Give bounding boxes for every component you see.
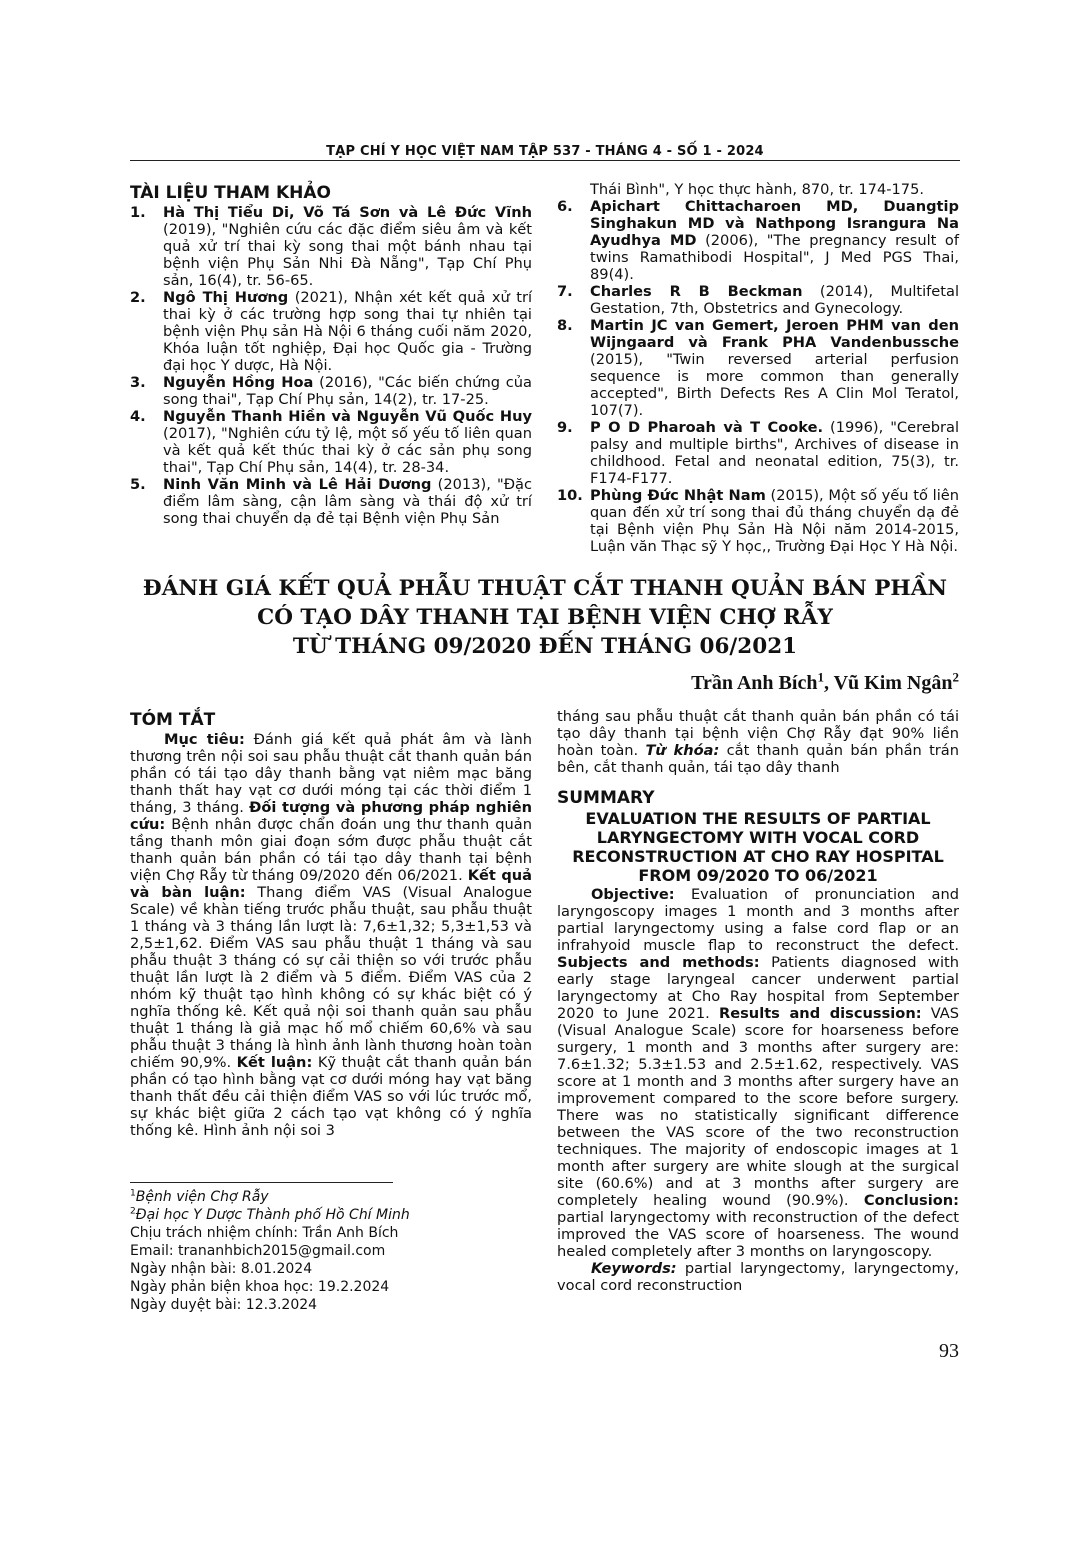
reference-authors: Martin JC van Gemert, Jeroen PHM van den Wijngaard và Frank PHA Vandenbussche bbox=[590, 317, 959, 351]
affiliation-1 bbox=[130, 1188, 410, 1206]
reference-number: 4. bbox=[130, 408, 146, 425]
reference-item bbox=[130, 289, 532, 374]
reference-item bbox=[557, 317, 959, 419]
reference-number: 7. bbox=[557, 283, 573, 300]
reference-authors: Charles R B Beckman bbox=[590, 283, 803, 300]
references-left-column bbox=[130, 185, 532, 527]
article-title bbox=[130, 574, 960, 661]
reference-authors: Phùng Đức Nhật Nam bbox=[590, 487, 766, 504]
keywords-text: partial laryngectomy, laryngectomy, vocal cord reconstruction bbox=[557, 1260, 959, 1294]
reference-number: 9. bbox=[557, 419, 573, 436]
methods-label: Subjects and methods: bbox=[557, 954, 760, 971]
reference-number: 2. bbox=[130, 289, 146, 306]
abstract-vi-continuation bbox=[557, 708, 959, 1294]
results-text: VAS (Visual Analogue Scale) score for hoarseness before surgery, 1 month and 3 months after surgery are: 7.6±1.32; 5.3±1.53 and 2.5±1.62, respectively. VAS score at 1 month and 3 months after surgery have an improvement compared to the score before surgery. There was no statistically significant difference between the VAS score of the two reconstruction techniques. The majority of endoscopic images at 1 month after surgery are white slough at the surgical site (60.6%) and at 3 months after surgery are completely healing wound (90.9%). bbox=[557, 1005, 959, 1209]
reference-number: 10. bbox=[557, 487, 583, 504]
author-affiliation-mark: 1 bbox=[817, 669, 824, 685]
received-date: Ngày nhận bài: 8.01.2024 bbox=[130, 1261, 313, 1277]
reference-text: (2016), "Các biến chứng của song thai", Tạp Chí Phụ sản, 14(2), tr. 17-25. bbox=[163, 374, 532, 408]
results-label: Kết quả và bàn luận: bbox=[130, 867, 532, 901]
reference-item bbox=[130, 204, 532, 289]
abstract-vi bbox=[130, 712, 532, 1139]
reference-authors: Ninh Văn Minh và Lê Hải Dương bbox=[163, 476, 432, 493]
affiliation-text: Đại học Y Dược Thành phố Hồ Chí Minh bbox=[135, 1207, 410, 1223]
affiliation-mark: 2 bbox=[130, 1206, 136, 1217]
article-title-line: CÓ TẠO DÂY THANH TẠI BỆNH VIỆN CHỢ RẪY bbox=[257, 605, 833, 630]
methods-text: Bệnh nhân được chẩn đoán ung thư thanh quản tầng thanh môn giai đoạn sớm được phẫu thuật cắt thanh quản bán phần có tái tạo dây thanh tại bệnh viện Chợ Rẫy từ tháng 09/2020 đến 06/2021. bbox=[130, 816, 532, 884]
reference-item bbox=[557, 283, 959, 317]
affiliation-text: Bệnh viện Chợ Rẫy bbox=[135, 1189, 269, 1205]
corresponding-author: Chịu trách nhiệm chính: Trần Anh Bích bbox=[130, 1225, 399, 1241]
affiliation-2 bbox=[130, 1206, 410, 1224]
abstract-vi-heading: TÓM TẮT bbox=[130, 710, 216, 730]
reference-item bbox=[557, 419, 959, 487]
reference-authors: Hà Thị Tiểu Di, Võ Tá Sơn và Lê Đức Vĩnh bbox=[163, 204, 532, 221]
reference-authors: P O D Pharoah và T Cooke. bbox=[590, 419, 824, 436]
reference-number: 3. bbox=[130, 374, 146, 391]
reference-text: (2015), "Twin reversed arterial perfusion sequence is more common than generally accepted", Birth Defects Res A Clin Mol Teratol, 107(7). bbox=[590, 351, 959, 419]
objective-label: Mục tiêu: bbox=[164, 731, 245, 748]
abstract-vi-continuation-body bbox=[557, 708, 959, 776]
article-authors bbox=[691, 669, 959, 695]
reference-text: (1996), "Cerebral palsy and multiple births", Archives of disease in childhood. Fetal and neonatal edition, 75(3), tr. F174-F177. bbox=[590, 419, 959, 487]
reference-number: 8. bbox=[557, 317, 573, 334]
reference-text: (2015), Một số yếu tố liên quan đến xử trí song thai đủ tháng chuyển dạ đẻ tại Bệnh viện Phụ Sản Hà Nội năm 2014-2015, Luận văn Thạc sỹ Y học,, Trường Đại Học Y Hà Nội. bbox=[590, 487, 959, 555]
footnotes bbox=[130, 1188, 410, 1314]
keywords-text: cắt thanh quản bán phần trán bên, cắt thanh quản, tái tạo dây thanh bbox=[557, 742, 959, 776]
article-title-line: TỪ THÁNG 09/2020 ĐẾN THÁNG 06/2021 bbox=[292, 634, 798, 659]
reviewed-date: Ngày phản biện khoa học: 19.2.2024 bbox=[130, 1279, 390, 1295]
conclusion-label: Conclusion: bbox=[863, 1192, 959, 1209]
references-heading: TÀI LIỆU THAM KHẢO bbox=[130, 183, 331, 203]
reference-authors: Ngô Thị Hương bbox=[163, 289, 289, 306]
methods-label: Đối tượng và phương pháp nghiên cứu: bbox=[130, 799, 532, 833]
reference-text: (2013), "Đặc điểm lâm sàng, cận lâm sàng và thái độ xử trí song thai chuyển dạ đẻ tại Bệnh viện Phụ Sản bbox=[163, 476, 532, 527]
article-title-line: ĐÁNH GIÁ KẾT QUẢ PHẪU THUẬT CẮT THANH QUẢN BÁN PHẦN bbox=[142, 576, 948, 601]
reference-number: 1. bbox=[130, 204, 146, 221]
summary-title: EVALUATION THE RESULTS OF PARTIAL LARYNGECTOMY WITH VOCAL CORD RECONSTRUCTION AT CHO RAY HOSPITAL FROM 09/2020 TO 06/2021 bbox=[572, 809, 944, 885]
reference-item bbox=[130, 374, 532, 408]
keywords-label: Keywords: bbox=[591, 1260, 677, 1277]
journal-header: TẠP CHÍ Y HỌC VIỆT NAM TẬP 537 - THÁNG 4 - SỐ 1 - 2024 bbox=[326, 144, 764, 159]
reference-text: (2017), "Nghiên cứu tỷ lệ, một số yếu tố liên quan và kết quả kết thúc thai kỳ ở các sản phụ song thai", Tạp Chí Phụ sản, 14(4), tr. 28-34. bbox=[163, 425, 532, 476]
reference-text: (2014), Multifetal Gestation, 7th, Obstetrics and Gynecology. bbox=[590, 283, 960, 317]
summary-heading: SUMMARY bbox=[557, 788, 655, 808]
conclusion-text: Kỹ thuật cắt thanh quản bán phần có tạo hình bằng vạt cơ dưới móng hay vạt băng thanh thất đều cải thiện điểm VAS so với lúc trước mổ, sự khác biệt giữa 2 cách tạo vạt không có ý nghĩa thống kê. Hình ảnh nội soi 3 bbox=[130, 1054, 532, 1139]
reference-text: (2006), "The pregnancy result of twins Ramathibodi Hospital", J Med PGS Thai, 89(4). bbox=[590, 232, 959, 283]
reference-number: 6. bbox=[557, 198, 573, 215]
references-right-column bbox=[557, 181, 959, 555]
objective-label: Objective: bbox=[591, 886, 675, 903]
reference-item bbox=[130, 476, 532, 527]
page-number: 93 bbox=[939, 1340, 959, 1362]
summary-body bbox=[557, 886, 959, 1260]
affiliation-mark: 1 bbox=[130, 1188, 136, 1199]
header-rule bbox=[130, 160, 960, 161]
methods-text: Patients diagnosed with early stage laryngeal cancer underwent partial laryngectomy at Cho Ray hospital from September 2020 to June 2021. bbox=[557, 954, 959, 1022]
reference-authors: Apichart Chittacharoen MD, Duangtip Singhakun MD và Nathpong Israngura Na Ayudhya MD bbox=[590, 198, 959, 249]
continuation-text: tháng sau phẫu thuật cắt thanh quản bán phần có tái tạo dây thanh tại bệnh viện Chợ Rẫy đạt 90% liền hoàn toàn. bbox=[557, 708, 959, 759]
keywords-label: Từ khóa: bbox=[645, 742, 720, 759]
reference-text: (2019), "Nghiên cứu các đặc điểm siêu âm và kết quả xử trí thai kỳ song thai một bánh nhau tại bệnh viện Phụ Sản Nhi Đà Nẵng", Tạp Chí Phụ sản, 16(4), tr. 56-65. bbox=[163, 221, 532, 289]
reference-authors: Nguyễn Hồng Hoa bbox=[163, 374, 314, 391]
objective-text: Evaluation of pronunciation and laryngoscopy images 1 month and 3 months after partial laryngectomy using a false cord flap or an infrahyoid muscle flap to reconstruct the defect. bbox=[557, 886, 959, 954]
author-name: Vũ Kim Ngân bbox=[833, 672, 953, 694]
reference-authors: Nguyễn Thanh Hiền và Nguyễn Vũ Quốc Huy bbox=[163, 408, 532, 425]
reference-item bbox=[557, 198, 959, 283]
results-text: Thang điểm VAS (Visual Analogue Scale) về khàn tiếng trước phẫu thuật, sau phẫu thuật 1 tháng và 3 tháng lần lượt là: 7,6±1,32; 5,3±1,53 và 2,5±1,62. Điểm VAS sau phẫu thuật 1 tháng và sau phẫu thuật 3 tháng có sự cải thiện so với trước phẫu thuật lần lượt là 2 điểm và 5 điểm. Điểm VAS của 2 nhóm kỹ thuật tạo hình không có sự khác biệt có ý nghĩa thống kê. Kết quả nội soi thanh quản sau phẫu thuật 1 tháng là giả mạc hố mổ chiếm 60,6% và sau phẫu thuật 3 tháng là hình ảnh lành thương hoàn toàn chiếm 90,9%. bbox=[130, 884, 532, 1071]
reference-item bbox=[130, 408, 532, 476]
reference-item bbox=[557, 487, 959, 555]
reference-text: (2021), Nhận xét kết quả xử trí thai kỳ ở các trường hợp song thai tự nhiên tại bệnh viện Phụ sản Hà Nội 6 tháng cuối năm 2020, Khóa luận tốt nghiệp, Đại học Quốc gia - Trường đại học Y dược, Hà Nội. bbox=[163, 289, 532, 374]
summary-keywords bbox=[557, 1260, 959, 1294]
author-separator: , bbox=[823, 672, 834, 694]
conclusion-label: Kết luận: bbox=[236, 1054, 313, 1071]
objective-text: Đánh giá kết quả phát âm và lành thương trên nội soi sau phẫu thuật cắt thanh quản bán phần có tái tạo dây thanh bằng vạt niêm mạc băng thanh thất hay vạt cơ dưới móng tại các thời điểm 1 tháng, 3 tháng. bbox=[130, 731, 532, 816]
author-name: Trần Anh Bích bbox=[691, 672, 818, 694]
reference-number: 5. bbox=[130, 476, 146, 493]
email: Email: trananhbich2015@gmail.com bbox=[130, 1243, 386, 1259]
author-affiliation-mark: 2 bbox=[952, 669, 959, 685]
abstract-vi-body bbox=[130, 731, 532, 1139]
conclusion-text: partial laryngectomy with reconstruction of the defect improved the VAS score of hoarseness. The wound healed completely after 3 months on laryngoscopy. bbox=[557, 1209, 959, 1260]
results-label: Results and discussion: bbox=[718, 1005, 922, 1022]
reference-text: Thái Bình", Y học thực hành, 870, tr. 174-175. bbox=[590, 181, 925, 198]
reference-continuation bbox=[557, 181, 959, 198]
accepted-date: Ngày duyệt bài: 12.3.2024 bbox=[130, 1297, 318, 1313]
footnote-rule bbox=[130, 1182, 393, 1183]
